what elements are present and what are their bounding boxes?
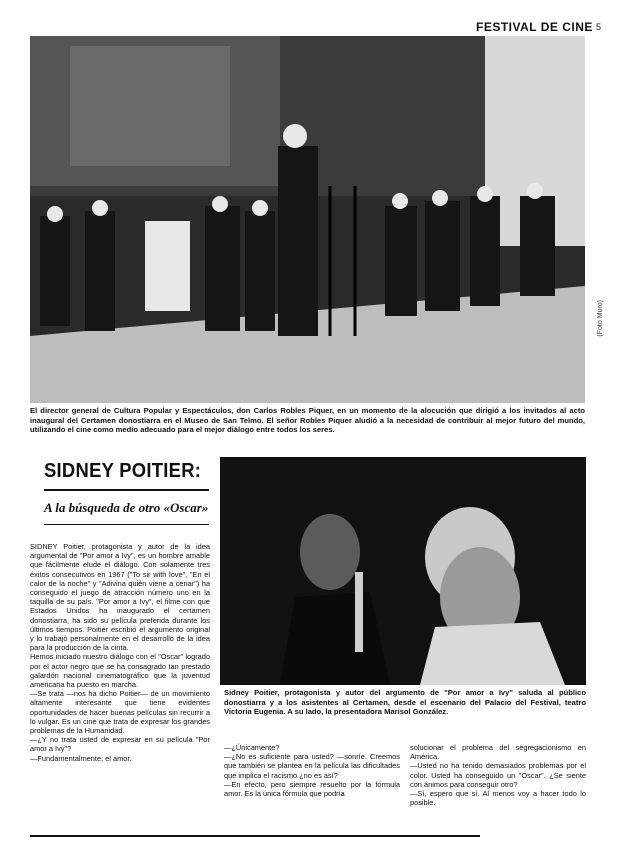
article-column-3 xyxy=(410,743,586,807)
article-column-2 xyxy=(224,743,400,798)
article-paragraph: —Fundamentalmente, el amor. xyxy=(30,753,132,763)
photo-caption-2: Sidney Poitier, protagonista y autor del argumento de "Por amor a Ivy" saluda al público donostiarra y a los asistentes al Certamen, desde el escenario del Palacio del Festival, teatro Victoria Eugenia. A su lado, la presentadora Marisol González. xyxy=(224,688,586,717)
article-paragraph: —Se trata —nos ha dicho Poitier— de un movimiento altamente interesante que tiene evidentes oportunidades de hacer buenas películas sin recurrir a lo vulgar. Es un cine que trata de expresar los grandes problemas de la Humanidad. xyxy=(30,689,210,736)
article-paragraph: —¿Y no trata usted de expresar en su película "Por amor a Ivy"? xyxy=(30,735,210,754)
page-number: 5 xyxy=(596,22,602,32)
subtitle-rule xyxy=(44,524,209,525)
article-paragraph: Hemos iniciado nuestro diálogo con el "Oscar" logrado por el actor negro que se ha consagrado tan prestado galardón nacional cinematográfico que la juventud americana ha puesto en marcha. xyxy=(30,652,210,690)
article-paragraph: —Usted no ha tenido demasiados problemas por el color. Usted ha conseguido un "Oscar". ¿Se siente con ánimos para conseguir otro? xyxy=(410,761,586,789)
inauguration-photo-drawing xyxy=(30,36,585,403)
bottom-rule xyxy=(30,835,480,837)
article-paragraph: SIDNEY Poitier, protagonista y autor de la idea argumental de "Por amor a Ivy", es un hombre amable que fácilmente elude el diálogo. Con solamente tres éxitos consecutivos en 1967 ("To sir with love", "En el calor de la noche" y "Adivina quién viene a cenar") ha conseguido el juego de atracción número uno en la taquilla de su país. "Por amor a Ivy", el filme con que Estados Unidos ha inaugurado el certamen donostiarra, ha sido su película preferida durante los últimos tiempos. Poitier escribió el argumento original y lo trabajó personalmente en el desarrollo de la idea para la producción de la cinta. xyxy=(30,542,210,653)
article-paragraph: —En efecto, pero siempre resuelto por la fórmula amor. Es la única fórmula que podría xyxy=(224,779,400,799)
article-column-1 xyxy=(30,542,210,763)
inauguration-photo xyxy=(30,36,585,403)
article-title: SIDNEY POITIER: xyxy=(44,460,202,482)
photo-credit: (Foto Muro) xyxy=(597,300,604,337)
article-subtitle: A la búsqueda de otro «Oscar» xyxy=(44,500,209,515)
section-header: FESTIVAL DE CINE xyxy=(476,20,593,34)
article-paragraph: solucionar el problema del segregacionismo en América. xyxy=(410,743,586,762)
article-paragraph: —¿No es suficiente para usted? —sonríe. Creemos que también se plantea en la película las dificultades que implica el racismo ¿no es así? xyxy=(224,752,400,780)
article-paragraph: —¿Únicamente? xyxy=(224,743,280,752)
photo-caption-1: El director general de Cultura Popular y Espectáculos, don Carlos Robles Piquer, en un momento de la alocución que dirigió a los invitados al acto inaugural del Certamen donostiarra en el Museo de San Telmo. El señor Robles Piquer aludió a la necesidad de contribuir al mejor futuro del mundo, utilizando el cine como medio adecuado para el mejor diálogo entre todos los seres. xyxy=(30,406,585,435)
title-rule xyxy=(44,489,209,491)
poitier-photo xyxy=(220,457,586,685)
article-paragraph: —Sí, espero que sí. Al menos voy a hacer todo lo posible. xyxy=(410,789,586,808)
poitier-photo-drawing xyxy=(220,457,586,685)
